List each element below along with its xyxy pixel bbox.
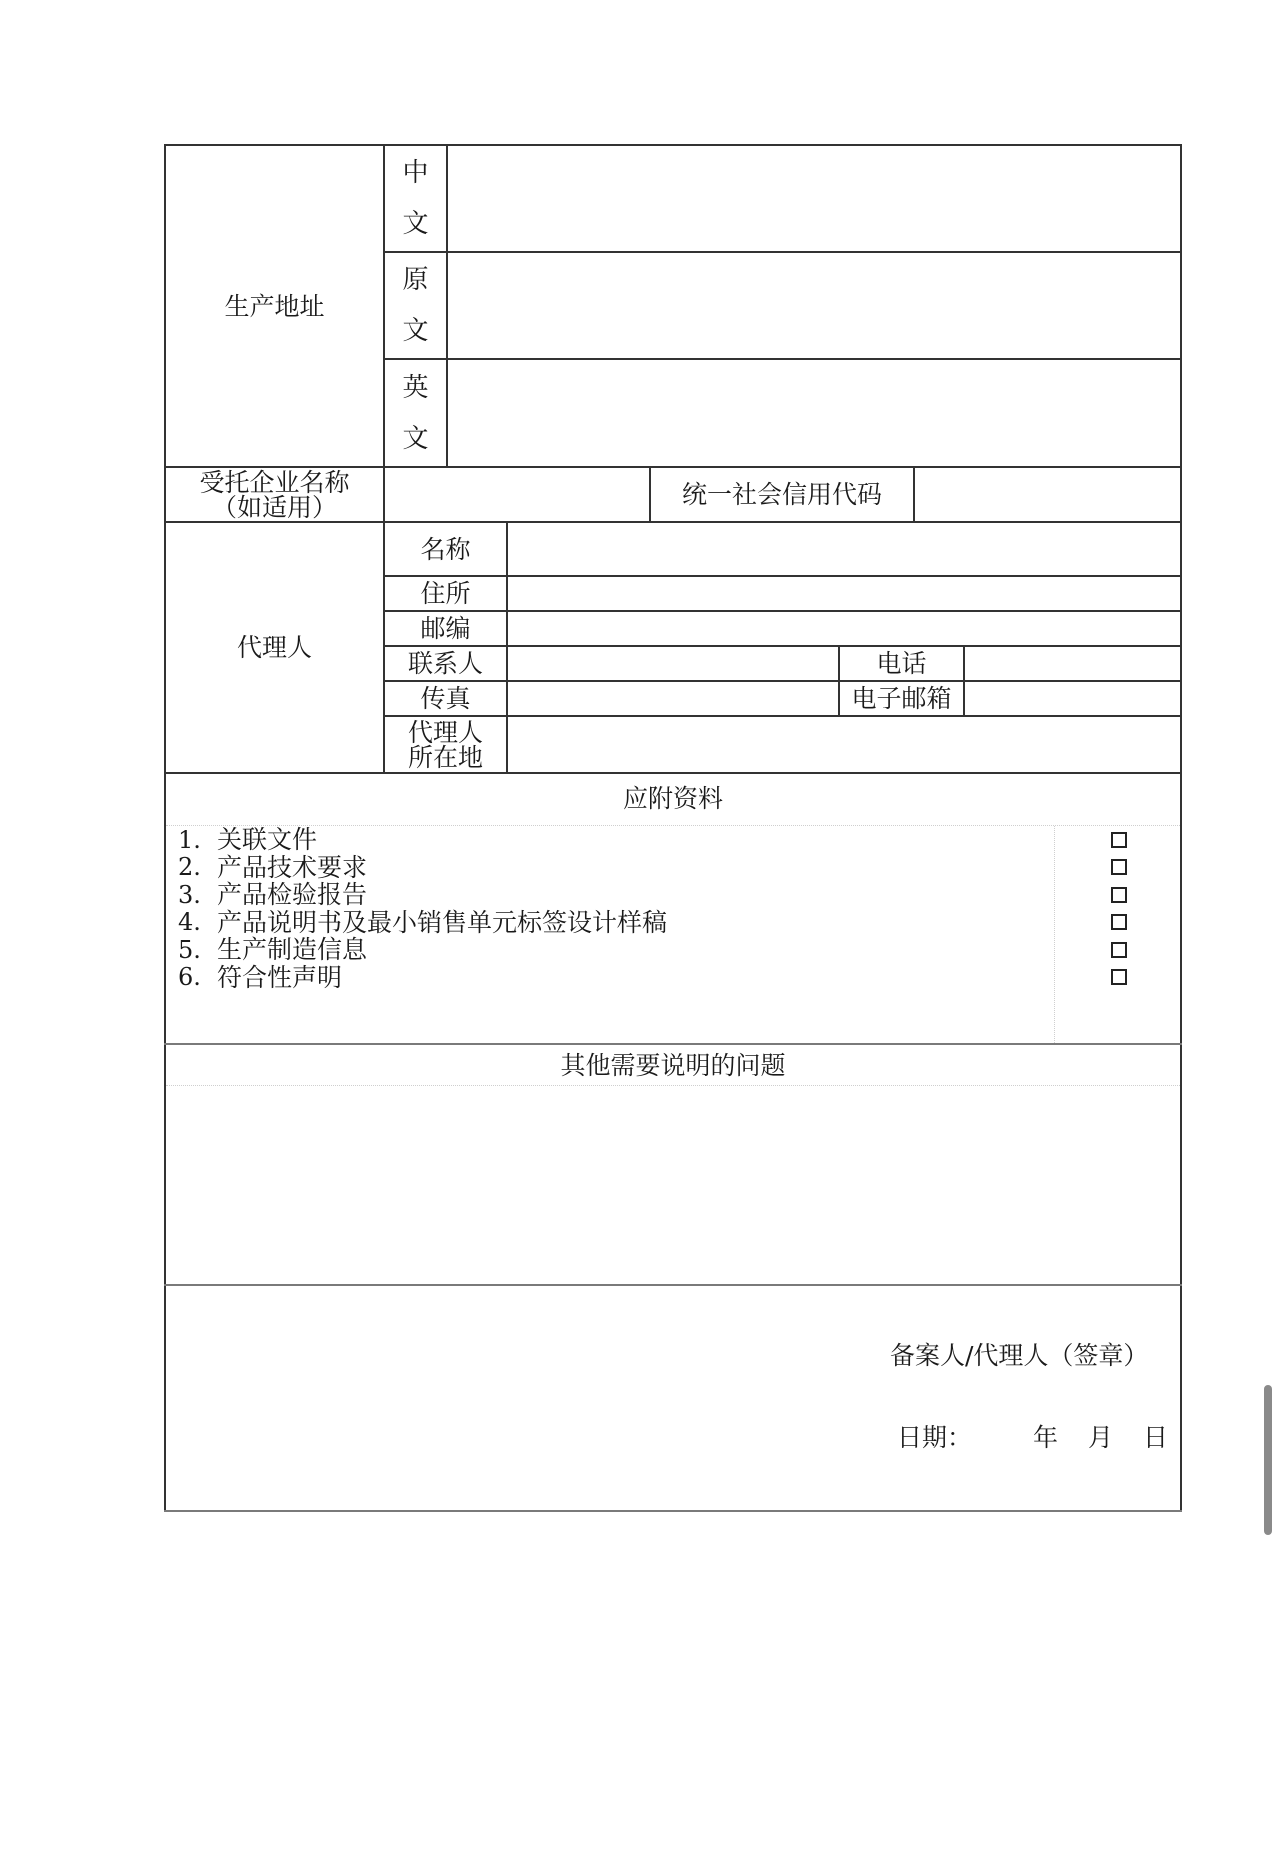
agent-email-field[interactable] (965, 682, 1180, 715)
english-address-field[interactable] (448, 360, 1180, 466)
agent-phone-label: 电话 (876, 649, 927, 678)
day-label: 日 (1143, 1423, 1169, 1452)
divider (166, 1085, 1180, 1086)
list-item (178, 964, 878, 992)
signer-label: 备案人/代理人（签章） (890, 1341, 1149, 1370)
entrusted-company-label (166, 468, 383, 521)
attachment-number: 5. (178, 935, 201, 964)
entrusted-company-label-line: 受托企业名称 (199, 467, 350, 497)
chinese-label-char: 中 (402, 158, 429, 188)
agent-residence-field[interactable] (508, 577, 1180, 610)
attachment-label: 符合性声明 (217, 962, 343, 992)
agent-fax-label: 传真 (420, 684, 471, 713)
original-label-char: 原 (402, 265, 429, 295)
attachment-number: 2. (178, 853, 201, 882)
scrollbar-thumb[interactable] (1264, 1385, 1272, 1535)
list-item (178, 854, 878, 882)
attachment-checkbox[interactable] (1102, 881, 1136, 909)
agent-location-label (385, 717, 506, 772)
attachment-label: 产品技术要求 (217, 852, 368, 882)
attachment-number: 6. (178, 963, 201, 992)
attachment-label: 产品说明书及最小销售单元标签设计样稿 (217, 907, 668, 937)
agent-postcode-field[interactable] (508, 612, 1180, 645)
entrusted-company-label-line: （如适用） (211, 492, 337, 522)
attachment-checkbox[interactable] (1102, 964, 1136, 992)
year-label: 年 (1033, 1423, 1059, 1452)
list-item (178, 881, 878, 909)
english-label (385, 360, 446, 466)
checkbox-square-icon (1111, 914, 1127, 930)
other-issues-field[interactable] (166, 1087, 1180, 1283)
border-bottom (164, 1510, 1182, 1512)
attachment-number: 1. (178, 825, 201, 854)
agent-location-label-line: 代理人 (407, 717, 483, 747)
english-label-char: 文 (402, 423, 429, 454)
checkbox-square-icon (1111, 859, 1127, 875)
checkbox-square-icon (1111, 969, 1127, 985)
border-right (1180, 144, 1182, 1512)
credit-code-field[interactable] (915, 468, 1180, 521)
production-address-label: 生产地址 (224, 291, 325, 321)
checkbox-square-icon (1111, 942, 1127, 958)
attachment-checkbox[interactable] (1102, 826, 1136, 854)
divider (1054, 826, 1055, 1043)
english-label-char: 英 (402, 372, 429, 403)
agent-location-field[interactable] (508, 717, 1180, 772)
attachment-checkbox[interactable] (1102, 909, 1136, 937)
credit-code-label: 统一社会信用代码 (681, 480, 882, 509)
other-issues-title: 其他需要说明的问题 (560, 1050, 786, 1080)
attachment-checkbox[interactable] (1102, 936, 1136, 964)
agent-fax-field[interactable] (508, 682, 838, 715)
original-label (385, 253, 446, 358)
rule (164, 1284, 1182, 1286)
attachment-number: 3. (178, 880, 201, 909)
attachment-label: 关联文件 (217, 825, 318, 855)
attachment-number: 4. (178, 908, 201, 937)
chinese-address-field[interactable] (448, 146, 1180, 251)
checkbox-square-icon (1111, 887, 1127, 903)
list-item (178, 826, 878, 854)
agent-phone-field[interactable] (965, 647, 1180, 680)
list-item (178, 909, 878, 937)
entrusted-company-name-field[interactable] (385, 468, 649, 521)
agent-residence-label: 住所 (420, 579, 471, 608)
agent-contact-label: 联系人 (407, 649, 483, 678)
attachments-title: 应附资料 (622, 783, 723, 813)
original-label-char: 文 (402, 316, 429, 346)
date-label: 日期： (897, 1423, 973, 1452)
agent-postcode-label: 邮编 (420, 614, 471, 643)
attachments-list (178, 826, 878, 991)
agent-location-label-line: 所在地 (407, 742, 483, 772)
agent-name-label: 名称 (420, 534, 471, 564)
agent-name-field[interactable] (508, 523, 1180, 575)
list-item (178, 936, 878, 964)
agent-email-label: 电子邮箱 (851, 684, 952, 713)
agent-contact-field[interactable] (508, 647, 838, 680)
chinese-label-char: 文 (402, 209, 429, 239)
month-label: 月 (1088, 1423, 1114, 1452)
chinese-label (385, 146, 446, 251)
attachment-label: 生产制造信息 (217, 935, 368, 965)
attachment-checkbox[interactable] (1102, 854, 1136, 882)
attachment-checkboxes (1102, 826, 1136, 991)
agent-label: 代理人 (236, 633, 312, 662)
original-address-field[interactable] (448, 253, 1180, 358)
attachment-label: 产品检验报告 (217, 880, 368, 910)
checkbox-square-icon (1111, 832, 1127, 848)
